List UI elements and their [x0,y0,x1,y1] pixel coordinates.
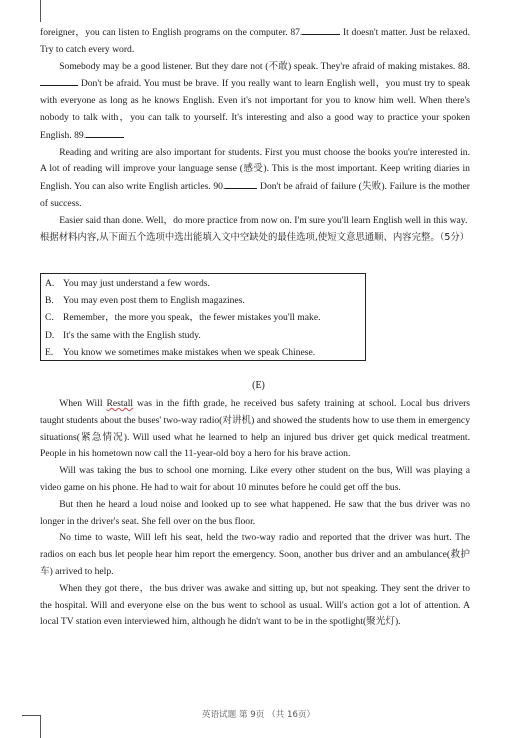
section-e-title: (E) [252,380,265,391]
passage-e-text [40,396,470,631]
paragraph-e5: When they got there，the bus driver was awake and sitting up, but not speaking. They sent the driver to the hospital. Will and everyone else on the bus went to school as usual. Will's action got a lot of attention. A local TV station even interviewed him, although he didn't want to be in the spotlight(聚光灯). [40,582,470,628]
option-a: A. You may just understand a few words. [45,278,210,289]
option-c: C. Remember，the more you speak，the fewer mistakes you'll make. [45,312,321,324]
paragraph-2: Somebody may be a good listener. But they dare not (不敢) speak. They're afraid of making mistakes. 88. Don't be afraid. You must be brave. If you really want to learn English well，you must try to speak with everyone as long as he knows English. Even it's not important for you to know him well. When there's nobody to talk with，you can talk to yourself. It's interesting and also a good way to practice your spoken English. 89. [40,60,470,141]
blank-88 [40,75,78,86]
page-footer: 英语试题 第 9页 （共 16页） [201,710,316,720]
option-d: D. It's the same with the English study. [45,329,201,341]
paragraph-e4: No time to waste, Will left his seat, held the two-way radio and reported that the driver was hurt. The radios on each bus let people hear him report the emergency. Soon, another bus driver and an ambulance(救护车) arrived to help. [40,532,470,577]
crop-mark-top-vertical [40,0,41,22]
paragraph-1: foreigner，you can listen to English programs on the computer. 87. It doesn't matter. Just be relaxed. Try to catch every word. [40,24,470,59]
paragraph-4: Easier said than done. Well，do more practice from now on. I'm sure you'll learn English well in this way. [59,214,468,226]
option-b: B. You may even post them to English magazines. [45,295,245,307]
blank-87 [302,24,340,35]
option-e: E. You know we sometimes make mistakes when we speak Chinese. [45,346,316,358]
blank-89 [86,127,124,138]
passage-d-text [40,24,470,246]
blank-90 [225,178,257,189]
paragraph-e3: But then he heard a loud noise and looked up to see what happened. He saw that the bus driver was no longer in the driver's seat. She fell over on the bus floor. [40,498,470,527]
paragraph-3: Reading and writing are also important for students. First you must choose the books you're interested in. A lot of reading will improve your language sense (感受). This is the most important. Keep writing diaries in English. You can also write English articles. 90. Don't be afraid of failure (失败). Failure is the mother of success. [40,146,471,209]
options-box [40,273,366,361]
paragraph-e1: When Will Restall was in the fifth grade, he received bus safety training at school. Local bus drivers taught students about the buses' two-way radio(对讲机) and showed the students how to use them in emergency situations(紧急情况). Will used what he learned to help an injured bus driver get quick medical treatment. People in his hometown now call the 11-year-old boy a hero for his brave action. [40,398,471,460]
instruction: 根据材料内容,从下面五个选项中选出能填入文中空缺处的最佳选项,使短文意思通顺、内容完整。（5分） [40,231,470,243]
paragraph-e2: Will was taking the bus to school one morning. Like every other student on the bus, Will was playing a video game on his phone. He had to wait for about 10 minutes before he could get off the bus. [40,465,470,493]
